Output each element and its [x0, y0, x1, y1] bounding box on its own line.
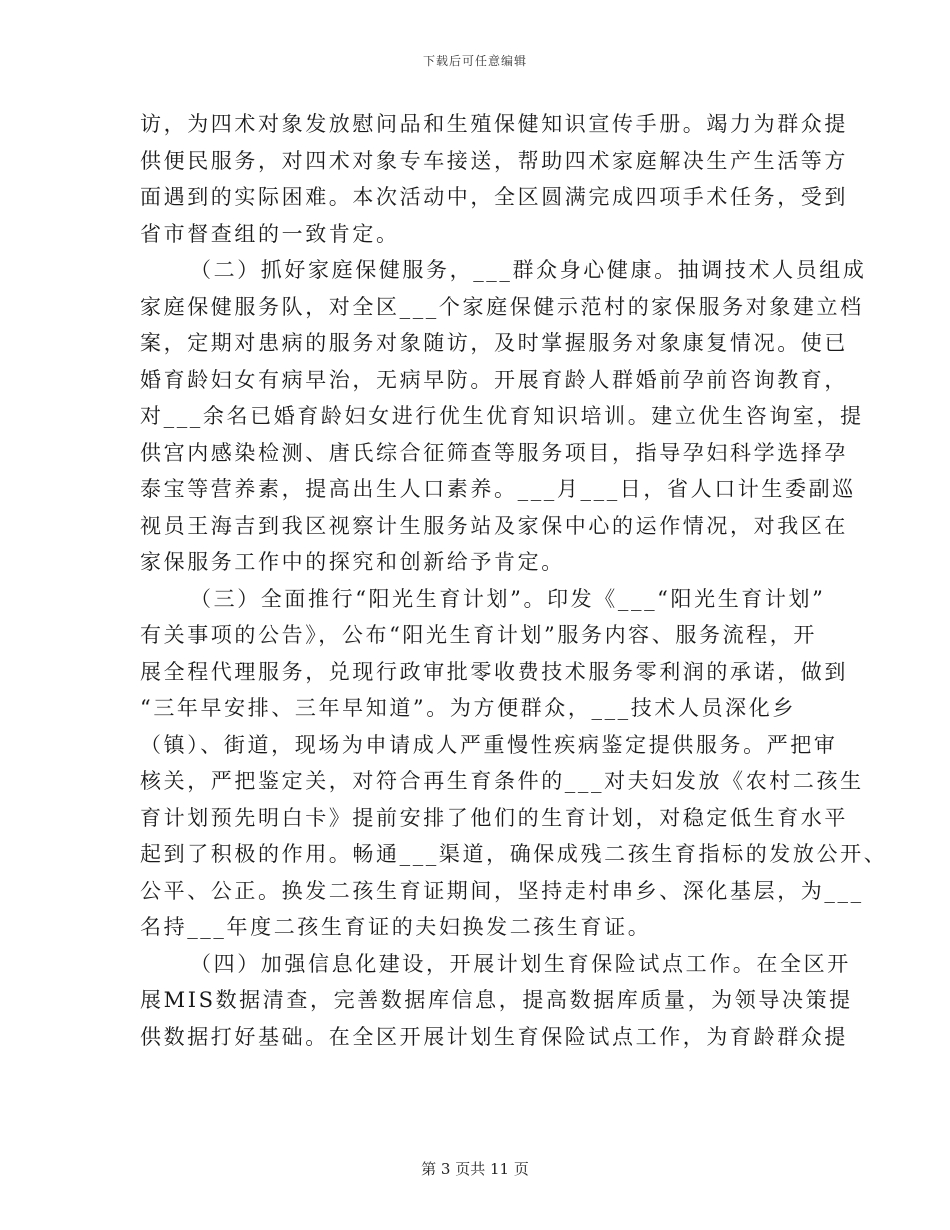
text-line: 名持___年度二孩生育证的夫妇换发二孩生育证。 — [140, 915, 652, 939]
text-line: 访，为四术对象发放慰问品和生殖保健知识宣传手册。竭力为群众提 — [140, 112, 848, 136]
text-line: 案，定期对患病的服务对象随访，及时掌握服务对象康复情况。使已 — [140, 331, 848, 355]
text-line: 家保服务工作中的探究和创新给予肯定。 — [140, 550, 565, 574]
text-line: 供数据打好基础。在全区开展计划生育保险试点工作，为育龄群众提 — [140, 1024, 848, 1049]
text-line: “三年早安排、三年早知道”。为方便群众，___技术人员深化乡 — [140, 696, 796, 720]
text-line: 省市督查组的一致肯定。 — [140, 221, 400, 246]
page-number-footer: 第 3 页共 11 页 — [421, 1160, 529, 1178]
text-line: （镇）、街道，现场为申请成人严重慢性疾病鉴定提供服务。严把审 — [140, 732, 838, 757]
page-header: 下载后可任意编辑 — [422, 54, 527, 68]
text-line: 视员王海吉到我区视察计生服务站及家保中心的运作情况，对我区在 — [140, 513, 848, 538]
text-line: （四）加强信息化建设，开展计划生育保险试点工作。在全区开 — [190, 951, 851, 976]
text-line: 泰宝等营养素，提高出生人口素养。___月___日，省人口计生委副巡 — [140, 477, 856, 501]
text-line: （三）全面推行“阳光生育计划”。印发《___“阳光生育计划” — [190, 586, 826, 611]
paragraph-2 — [140, 252, 867, 581]
text-line: 家庭保健服务队，对全区___个家庭保健示范村的家保服务对象建立档 — [140, 294, 864, 319]
paragraph-1 — [140, 106, 848, 252]
text-line: 婚育龄妇女有病早治，无病早防。开展育龄人群婚前孕前咨询教育， — [140, 367, 848, 392]
text-line: 展MIS数据清查，完善数据库信息，提高数据库质量，为领导决策提 — [140, 988, 853, 1012]
document-body — [140, 106, 888, 1055]
text-line: 面遇到的实际困难。本次活动中，全区圆满完成四项手术任务，受到 — [140, 185, 848, 209]
text-line: 对___余名已婚育龄妇女进行优生优育知识培训。建立优生咨询室，提 — [140, 404, 864, 428]
text-line: 供宫内感染检测、唐氏综合征筛查等服务项目，指导孕妇科学选择孕 — [140, 440, 848, 465]
text-line: 供便民服务，对四术对象专车接送，帮助四术家庭解决生产生活等方 — [140, 148, 848, 173]
text-line: 核关，严把鉴定关，对符合再生育条件的___对夫妇发放《农村二孩生 — [140, 769, 864, 793]
text-line: （二）抓好家庭保健服务，___群众身心健康。抽调技术人员组成 — [190, 258, 867, 282]
text-line: 有关事项的公告》，公布“阳光生育计划”服务内容、服务流程，开 — [140, 623, 817, 647]
paragraph-4 — [140, 946, 853, 1056]
paragraph-3 — [140, 581, 888, 946]
text-line: 公平、公正。换发二孩生育证期间，坚持走村串乡、深化基层，为___ — [140, 878, 864, 903]
text-line: 展全程代理服务，兑现行政审批零收费技术服务零利润的承诺，做到 — [140, 659, 848, 684]
text-line: 育计划预先明白卡》提前安排了他们的生育计划，对稳定低生育水平 — [140, 805, 848, 830]
text-line: 起到了积极的作用。畅通___渠道，确保成残二孩生育指标的发放公开、 — [140, 842, 888, 866]
